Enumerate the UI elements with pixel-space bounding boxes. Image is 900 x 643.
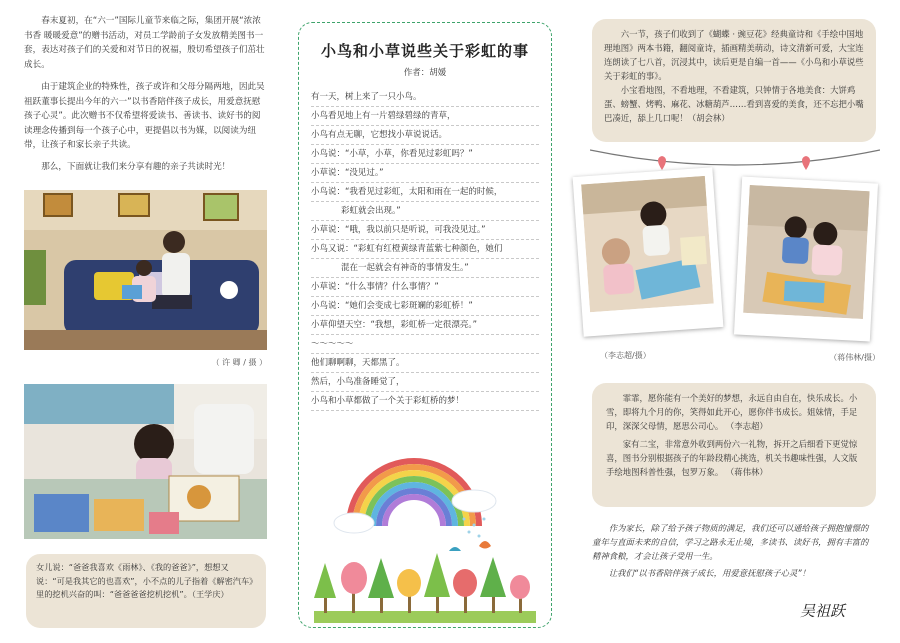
story-line: 彩虹就会出现。”	[311, 202, 539, 221]
polaroid-right	[734, 177, 878, 342]
story-author: 作者：胡媛	[403, 68, 447, 78]
trees	[314, 553, 530, 613]
parent-note-1-paragraph-1: 六一节，孩子们收到了《蝴蝶 · 豌豆花》经典童诗和《手绘中国地理地图》两本书籍，翻阅童诗，插画精美萌动，诗文清新可爱，大宝连连朗读了七八首，沉浸其中，读后更是自编一首——《小鸟和小草说些关于彩虹的事》。	[604, 29, 864, 81]
story-line: 他们聊啊聊，天都黑了。	[311, 354, 539, 373]
tree-illustration	[314, 553, 536, 623]
intro-paragraph-3: 那么，下面就让我们来分享有趣的亲子共读时光！	[41, 161, 231, 172]
story-line: 小鸟又说：“彩虹有红橙黄绿青蓝紫七种颜色，她们	[311, 240, 539, 259]
story-line: 小鸟说：“我看见过彩虹，太阳和雨在一起的时候，	[311, 183, 539, 202]
closing-paragraph-1: 作为家长，除了给予孩子物质的满足，我们还可以通给孩子拥抱憧憬的童年与直面未来的自信，学习之路永无止境，多读书、读好书，拥有丰富的精神食粮，才会让孩子受用一生。	[592, 523, 869, 561]
intro-paragraph-2: 由于建筑企业的特殊性，孩子或许和父母分隔两地，因此吴祖跃董事长提出今年的六一”以书香陪伴孩子成长，用爱意抚慰孩子心灵”。此次赠书不仅希望将爱读书、善读书、读好书的阅读理念传播到每一个孩子心中，更提倡以书为媒，以阅读为纽带，让孩子和家长亲子共读。	[24, 82, 265, 150]
story-line: 混在一起就会有神奇的事情发生。”	[311, 259, 539, 278]
story-line: 小鸟说：“小草，小草，你看见过彩虹吗？”	[311, 145, 539, 164]
photo-sisters-reading-map	[581, 176, 714, 312]
story-line: 小鸟和小草都做了一个关于彩虹桥的梦！	[311, 392, 539, 411]
parent-note-box-2	[592, 383, 876, 507]
parent-note-2-paragraph-1: 霏霏，愿你能有一个美好的梦想，永远自由自在，快乐成长。小雪，即将九个月的你，笑得如此开心，愿你伴书成长。姐妹情，手足印，深深父母情，愿思公司心。 （李志超）	[606, 393, 858, 431]
story-line: 小草说：“哦，我以前只是听说，可我没见过。”	[311, 221, 539, 240]
quote-text: 女儿说：“爸爸我喜欢《雨林》、《我的爸爸》”，想想又说：“可是我其它的也喜欢”，小不点的儿子指着《解密汽车》里的挖机兴奋的叫：“爸爸爸爸挖机挖机”。（王学庆）	[36, 562, 254, 599]
bird-blue	[449, 547, 461, 551]
parent-note-2-paragraph-2: 家有二宝，非常意外收到两份六一礼物，拆开之后细看下更觉惊喜，图书分别根据孩子的年龄段精心挑选，机关书趣味性强，人文版手绘地图科普性强，包罗万象。 （蒋伟林）	[606, 439, 858, 477]
story-line: 有一天，树上来了一只小鸟。	[311, 88, 539, 107]
heart-icon-right	[802, 156, 810, 170]
story-line: 小鸟说：“她们会变成七彩斑斓的彩虹桥！”	[311, 297, 539, 316]
closing-paragraph-2: 让我们“以书香陪伴孩子成长，用爱意抚慰孩子心灵”！	[608, 568, 811, 578]
story-line: ～～～～～	[311, 335, 539, 354]
story-line: 然后，小鸟准备睡觉了，	[311, 373, 539, 392]
closing-section	[592, 521, 876, 580]
photo-left-caption: （李志超/摄）	[600, 351, 651, 360]
story-card	[298, 22, 552, 628]
photo-girl-reading-floor	[24, 384, 267, 539]
parent-note-1-paragraph-2: 小宝看地图，不看地理，不看建筑，只钟情于各地美食：大饼鸡蛋、螃蟹、烤鸭、麻花、冰糖葫芦……看到喜爱的美食，还不忘把小嘴巴凑近，舔上几口呢！（胡会林）	[604, 85, 864, 123]
signature: 吴祖跃	[800, 602, 846, 620]
photo1-caption: （ 许 卿 / 摄 ）	[211, 358, 267, 367]
quote-box	[26, 554, 266, 628]
photo-father-daughter-sofa-image	[24, 190, 267, 350]
photo-girl-reading-image	[24, 384, 267, 539]
left-column	[24, 14, 268, 174]
heart-icon-left	[658, 156, 666, 170]
story-line: 小草说：“没见过。”	[311, 164, 539, 183]
photo-right-caption: （蒋伟林/摄）	[829, 353, 880, 362]
parent-note-box-1	[592, 19, 876, 142]
story-lines	[311, 88, 539, 411]
story-line: 小鸟看见地上有一片碧绿碧绿的青草，	[311, 107, 539, 126]
photo-father-daughter-sofa	[24, 190, 267, 350]
polaroid-left	[573, 167, 724, 336]
intro-paragraph-1: 春末夏初，在“六一”国际儿童节来临之际，集团开展“浓浓书香 暖暖爱意”的赠书活动，对员工学龄前子女发放精美图书一套，表达对孩子们的关爱和对节日的祝福，殷切希望孩子们茁壮成长。	[24, 16, 265, 70]
photo-siblings-reading	[743, 185, 870, 319]
story-title: 小鸟和小草说些关于彩虹的事	[320, 42, 529, 60]
bird-orange	[479, 541, 491, 549]
story-line: 小草说：“什么事情？什么事情？”	[311, 278, 539, 297]
story-line: 小鸟有点无聊，它想找小草说说话。	[311, 126, 539, 145]
rainbow-illustration	[329, 431, 529, 551]
story-line: 小草仰望天空：“我想，彩虹桥一定很漂亮。”	[311, 316, 539, 335]
